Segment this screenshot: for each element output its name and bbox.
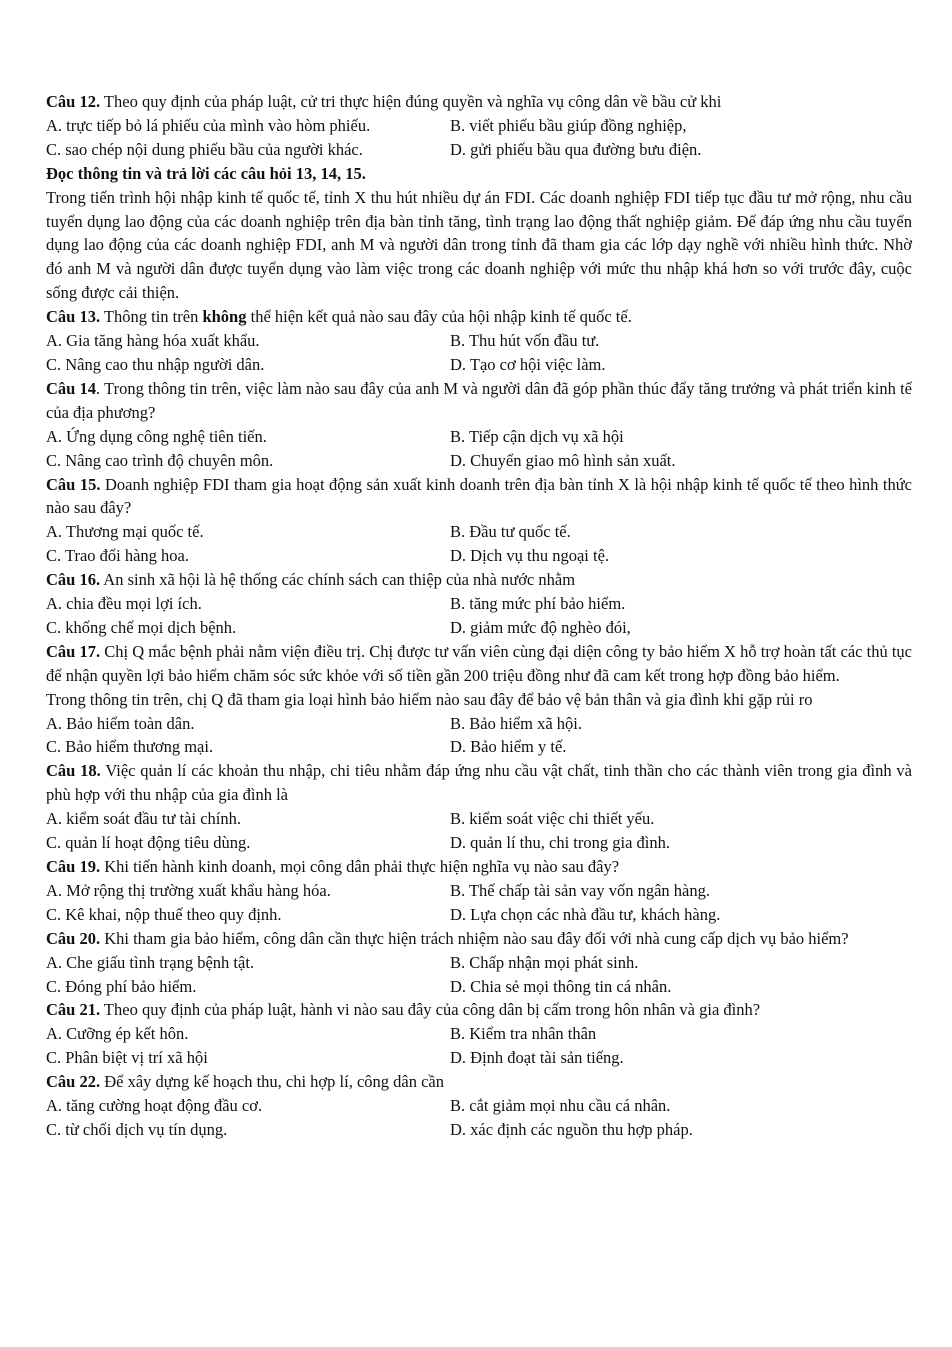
- option-a: A. trực tiếp bỏ lá phiếu của mình vào hòm phiếu.: [46, 115, 371, 135]
- options-row: [46, 544, 912, 568]
- option-d: D. Dịch vụ thu ngoại tệ.: [450, 546, 610, 566]
- options-row: [46, 735, 912, 759]
- option-b: B. Tiếp cận dịch vụ xã hội: [450, 426, 624, 446]
- option-c: C. Nâng cao thu nhập người dân.: [46, 354, 265, 374]
- option-a: A. Cưỡng ép kết hôn.: [46, 1024, 189, 1044]
- option-b: B. Kiểm tra nhân thân: [450, 1024, 597, 1044]
- option-b: B. viết phiếu bầu giúp đồng nghiệp,: [450, 115, 687, 135]
- question-14: [46, 377, 912, 473]
- question-13: [46, 305, 912, 377]
- option-d: D. Định đoạt tài sản tiếng.: [450, 1048, 624, 1068]
- question-number: Câu 15.: [46, 474, 101, 494]
- option-d: D. gửi phiếu bầu qua đường bưu điện.: [450, 139, 702, 159]
- question-17: [46, 640, 912, 760]
- emphasis-word: không: [202, 307, 247, 327]
- reading-heading: Đọc thông tin và trả lời các câu hỏi 13, 14, 15.: [46, 163, 366, 183]
- options-row: [46, 903, 912, 927]
- question-number: Câu 13.: [46, 307, 101, 327]
- question-stem: Câu 16. An sinh xã hội là hệ thống các chính sách can thiệp của nhà nước nhằm: [46, 570, 576, 590]
- question-stem: Câu 18. Việc quản lí các khoản thu nhập, chi tiêu nhằm đáp ứng nhu cầu vật chất, tinh thần cho các thành viên trong gia đình và phù hợp với thu nhập của gia đình là: [46, 761, 912, 805]
- options-row: [46, 425, 912, 449]
- question-21: [46, 998, 912, 1070]
- question-stem: Câu 17. Chị Q mắc bệnh phải nằm viện điều trị. Chị được tư vấn viên cùng đại diện công ty bảo hiểm X hỗ trợ hoàn tất các thủ tục để nhận quyền lợi bảo hiểm chăm sóc sức khỏe với số tiền gần 200 triệu đồng như đã cam kết trong hợp đồng bảo hiểm.: [46, 641, 912, 685]
- option-a: A. tăng cường hoạt động đầu cơ.: [46, 1096, 263, 1116]
- question-number: Câu 14: [46, 378, 97, 398]
- question-stem: Câu 20. Khi tham gia bảo hiểm, công dân cần thực hiện trách nhiệm nào sau đây đối với nhà cung cấp dịch vụ bảo hiểm?: [46, 928, 849, 948]
- option-c: C. Phân biệt vị trí xã hội: [46, 1048, 208, 1068]
- options-row: [46, 520, 912, 544]
- option-d: D. Lựa chọn các nhà đầu tư, khách hàng.: [450, 904, 721, 924]
- question-number: Câu 20.: [46, 928, 101, 948]
- option-b: B. cắt giảm mọi nhu cầu cá nhân.: [450, 1096, 671, 1116]
- option-d: D. giảm mức độ nghèo đói,: [450, 617, 631, 637]
- option-d: D. Bảo hiểm y tế.: [450, 737, 567, 757]
- options-row: [46, 951, 912, 975]
- options-row: [46, 975, 912, 999]
- question-stem: Câu 13. Thông tin trên không thể hiện kết quả nào sau đây của hội nhập kinh tế quốc tế.: [46, 307, 632, 327]
- option-c: C. Đóng phí bảo hiểm.: [46, 976, 197, 996]
- options-row: [46, 1046, 912, 1070]
- option-b: B. Chấp nhận mọi phát sinh.: [450, 952, 639, 972]
- option-d: D. Chia sẻ mọi thông tin cá nhân.: [450, 976, 672, 996]
- question-number: Câu 18.: [46, 761, 101, 781]
- question-number: Câu 22.: [46, 1072, 101, 1092]
- options-row: [46, 1094, 912, 1118]
- question-stem: Câu 14. Trong thông tin trên, việc làm nào sau đây của anh M và người dân đã góp phần thúc đẩy tăng trưởng và phát triển kinh tế của địa phương?: [46, 378, 912, 422]
- option-c: C. Nâng cao trình độ chuyên môn.: [46, 450, 274, 470]
- options-row: [46, 1022, 912, 1046]
- reading-passage: Trong tiến trình hội nhập kinh tế quốc tế, tỉnh X thu hút nhiều dự án FDI. Các doanh nghiệp FDI tiếp tục đầu tư mở rộng, nhu cầu tuyển dụng lao động của các doanh nghiệp trên địa bàn tỉnh tăng, tình trạng lao động thất nghiệp giảm. Để đáp ứng nhu cầu tuyển dụng lao động của các doanh nghiệp FDI, anh M và người dân trong tỉnh đã tham gia các lớp dạy nghề với nhiều hình thức. Nhờ đó anh M và người dân được tuyển dụng vào làm việc trong các doanh nghiệp với mức thu nhập khá hơn so với trước đây, cuộc sống được cải thiện.: [46, 187, 912, 303]
- options-row: [46, 138, 912, 162]
- question-stem: Câu 15. Doanh nghiệp FDI tham gia hoạt động sản xuất kinh doanh trên địa bàn tỉnh X là hội nhập kinh tế quốc tế theo hình thức nào sau đây?: [46, 474, 913, 518]
- option-a: A. Thương mại quốc tế.: [46, 522, 204, 542]
- option-c: C. quản lí hoạt động tiêu dùng.: [46, 833, 251, 853]
- options-row: [46, 616, 912, 640]
- exam-page: [46, 90, 912, 1142]
- option-d: D. Chuyển giao mô hình sản xuất.: [450, 450, 676, 470]
- option-b: B. kiểm soát việc chi thiết yếu.: [450, 809, 655, 829]
- question-15: [46, 473, 912, 569]
- options-row: [46, 712, 912, 736]
- options-row: [46, 879, 912, 903]
- option-c: C. Kê khai, nộp thuế theo quy định.: [46, 904, 282, 924]
- options-row: [46, 114, 912, 138]
- question-number: Câu 12.: [46, 92, 101, 111]
- option-c: C. khống chế mọi dịch bệnh.: [46, 617, 237, 637]
- option-c: C. từ chối dịch vụ tín dụng.: [46, 1119, 228, 1139]
- question-prompt: Trong thông tin trên, chị Q đã tham gia loại hình bảo hiểm nào sau đây để bảo vệ bản thân và gia đình khi gặp rủi ro: [46, 689, 813, 709]
- option-c: C. Bảo hiểm thương mại.: [46, 737, 214, 757]
- option-b: B. Đầu tư quốc tế.: [450, 522, 571, 542]
- question-stem: Câu 12. Theo quy định của pháp luật, cử tri thực hiện đúng quyền và nghĩa vụ công dân về bầu cử khi: [46, 92, 722, 111]
- option-b: B. Thu hút vốn đầu tư.: [450, 331, 600, 351]
- option-a: A. Bảo hiểm toàn dân.: [46, 713, 195, 733]
- option-b: B. tăng mức phí bảo hiểm.: [450, 594, 626, 614]
- option-c: C. sao chép nội dung phiếu bầu của người khác.: [46, 139, 363, 159]
- option-a: A. Gia tăng hàng hóa xuất khẩu.: [46, 331, 260, 351]
- options-row: [46, 831, 912, 855]
- question-19: [46, 855, 912, 927]
- options-row: [46, 329, 912, 353]
- question-number: Câu 17.: [46, 641, 101, 661]
- question-number: Câu 19.: [46, 857, 101, 876]
- question-number: Câu 16.: [46, 570, 101, 590]
- option-c: C. Trao đổi hàng hoa.: [46, 546, 190, 566]
- option-a: A. Che giấu tình trạng bệnh tật.: [46, 952, 255, 972]
- question-stem: Câu 22. Để xây dựng kế hoạch thu, chi hợp lí, công dân cần: [46, 1072, 444, 1092]
- question-number: Câu 21.: [46, 1000, 101, 1020]
- options-row: [46, 1118, 912, 1142]
- option-a: A. chia đều mọi lợi ích.: [46, 594, 202, 614]
- option-a: A. kiểm soát đầu tư tài chính.: [46, 809, 241, 829]
- options-row: [46, 807, 912, 831]
- option-d: D. Tạo cơ hội việc làm.: [450, 354, 606, 374]
- option-d: D. xác định các nguồn thu hợp pháp.: [450, 1119, 693, 1139]
- question-18: [46, 759, 912, 855]
- options-row: [46, 353, 912, 377]
- options-row: [46, 592, 912, 616]
- option-b: B. Bảo hiểm xã hội.: [450, 713, 582, 733]
- question-stem: Câu 19. Khi tiến hành kinh doanh, mọi công dân phải thực hiện nghĩa vụ nào sau đây?: [46, 857, 620, 876]
- option-b: B. Thế chấp tài sản vay vốn ngân hàng.: [450, 880, 710, 900]
- option-d: D. quản lí thu, chi trong gia đình.: [450, 833, 670, 853]
- options-row: [46, 449, 912, 473]
- option-a: A. Ứng dụng công nghệ tiên tiến.: [46, 426, 267, 446]
- question-16: [46, 568, 912, 640]
- option-a: A. Mở rộng thị trường xuất khẩu hàng hóa.: [46, 880, 331, 900]
- question-20: [46, 927, 912, 999]
- question-12: [46, 90, 912, 162]
- question-stem: Câu 21. Theo quy định của pháp luật, hành vi nào sau đây của công dân bị cấm trong hôn nhân và gia đình?: [46, 1000, 761, 1020]
- question-22: [46, 1070, 912, 1142]
